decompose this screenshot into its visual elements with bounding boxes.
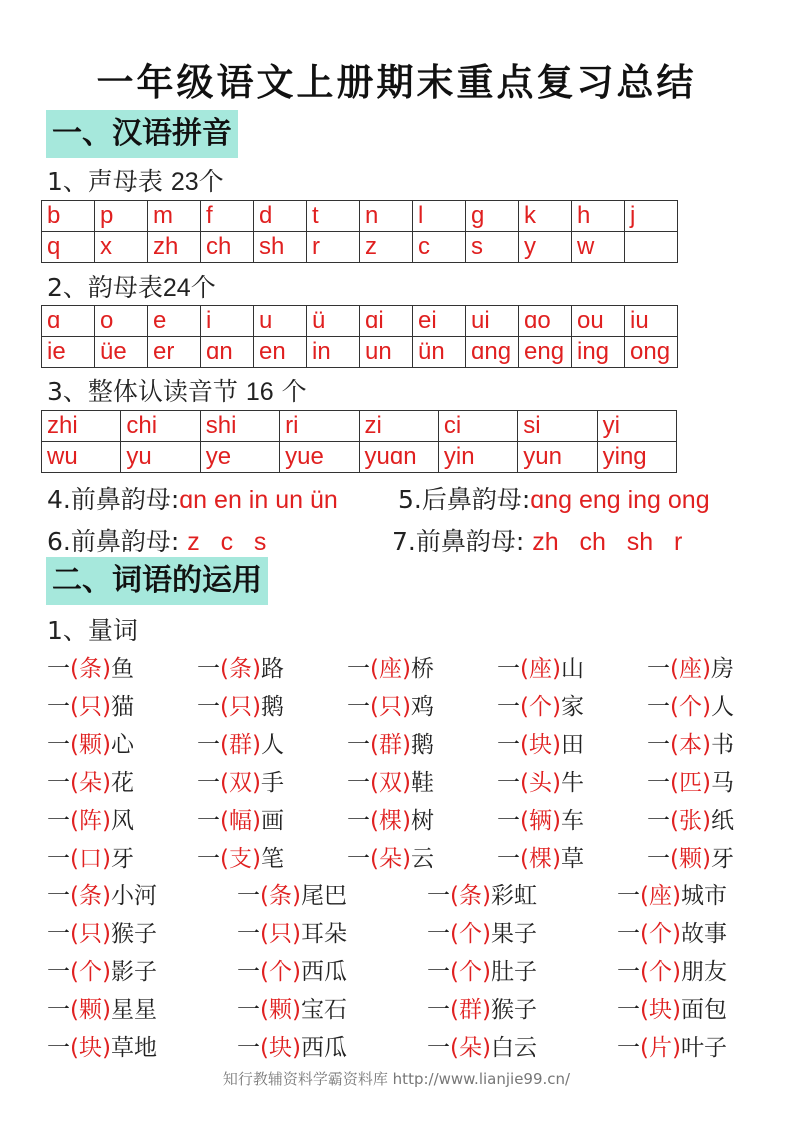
measure-word-phrase: 一(朵)白云 (427, 1035, 537, 1061)
noun: 云 (410, 846, 434, 872)
measure-word: 片 (648, 1035, 672, 1061)
measure-word: 座 (378, 656, 402, 682)
noun: 鹅 (260, 694, 284, 720)
pinyin-cell: ɑn (201, 337, 254, 368)
pinyin-cell: ü (307, 306, 360, 337)
pinyin-cell: wu (42, 442, 121, 473)
measure-word: 只 (78, 694, 102, 720)
finals-unit: 个 (190, 273, 216, 302)
pinyin-cell: ɑo (519, 306, 572, 337)
pinyin-cell: un (360, 337, 413, 368)
measure-word-phrase: 一(个)人 (647, 694, 734, 720)
pinyin-cell: ɑ (42, 306, 95, 337)
front-nasal-line-1 (47, 480, 338, 516)
measure-word-phrase: 一(群)鹅 (347, 732, 434, 758)
noun: 牙 (710, 846, 734, 872)
measure-word-phrase: 一(条)尾巴 (237, 883, 347, 909)
pinyin-cell: ui (466, 306, 519, 337)
section-heading-pinyin: 一、汉语拼音 (46, 110, 238, 158)
measure-word-phrase: 一(个)影子 (47, 959, 157, 985)
measure-word-phrase: 一(座)城市 (617, 883, 727, 909)
measure-word: 条 (458, 883, 482, 909)
footer-watermark: 知行教辅资料学霸资料库 http://www.lianjie99.cn/ (222, 1070, 571, 1088)
noun: 风 (110, 808, 134, 834)
pinyin-cell: eng (519, 337, 572, 368)
pinyin-cell: ün (413, 337, 466, 368)
noun: 西瓜 (300, 959, 347, 985)
measure-word-phrase: 一(匹)马 (647, 770, 734, 796)
item5-label: 5.后鼻韵母: (398, 485, 531, 514)
noun: 面包 (680, 997, 727, 1023)
measure-word: 本 (678, 732, 702, 758)
finals-count: 24 (162, 274, 191, 302)
pinyin-cell: b (42, 201, 95, 232)
pinyin-cell: z (360, 232, 413, 263)
pinyin-cell: ɑi (360, 306, 413, 337)
measure-word-phrase: 一(双)手 (197, 770, 284, 796)
measure-word-phrase: 一(阵)风 (47, 808, 134, 834)
pinyin-cell: yuɑn (359, 442, 438, 473)
measure-words-title: 1、量词 (47, 616, 138, 645)
noun: 心 (110, 732, 134, 758)
measure-word-phrase: 一(块)西瓜 (237, 1035, 347, 1061)
front-nasal-line-3 (392, 522, 682, 558)
pinyin-cell: chi (121, 411, 200, 442)
measure-word: 座 (648, 883, 672, 909)
pinyin-cell: t (307, 201, 360, 232)
measure-word-phrase: 一(口)牙 (47, 846, 134, 872)
pinyin-cell: c (413, 232, 466, 263)
initials-table (41, 200, 678, 263)
measure-word-phrase: 一(颗)心 (47, 732, 134, 758)
pinyin-cell: yue (280, 442, 359, 473)
pinyin-cell: s (466, 232, 519, 263)
pinyin-cell: ie (42, 337, 95, 368)
measure-word: 块 (528, 732, 552, 758)
noun: 笔 (260, 846, 284, 872)
measure-word: 颗 (78, 732, 102, 758)
pinyin-cell: yi (597, 411, 676, 442)
noun: 城市 (680, 883, 727, 909)
measure-word-phrase: 一(条)路 (197, 656, 284, 682)
measure-word: 支 (228, 846, 252, 872)
pinyin-cell (625, 232, 678, 263)
measure-word: 只 (78, 921, 102, 947)
measure-word: 条 (268, 883, 292, 909)
noun: 纸 (710, 808, 734, 834)
noun: 鹅 (410, 732, 434, 758)
noun: 白云 (490, 1035, 537, 1061)
measure-word: 颗 (678, 846, 702, 872)
noun: 人 (260, 732, 284, 758)
measure-word: 群 (378, 732, 402, 758)
measure-word: 座 (528, 656, 552, 682)
noun: 猴子 (110, 921, 157, 947)
measure-word: 幅 (228, 808, 252, 834)
noun: 人 (710, 694, 734, 720)
pinyin-cell: h (572, 201, 625, 232)
noun: 西瓜 (300, 1035, 347, 1061)
finals-table (41, 305, 678, 368)
noun: 叶子 (680, 1035, 727, 1061)
measure-word-phrase: 一(条)鱼 (47, 656, 134, 682)
measure-word-phrase: 一(个)肚子 (427, 959, 537, 985)
front-nasal-line-2 (47, 522, 266, 558)
syllables-unit: 个 (281, 377, 307, 406)
measure-word-phrase: 一(群)猴子 (427, 997, 537, 1023)
measure-word-phrase: 一(本)书 (647, 732, 734, 758)
noun: 马 (710, 770, 734, 796)
measure-word: 个 (528, 694, 552, 720)
pinyin-cell: ye (200, 442, 279, 473)
measure-word-phrase: 一(块)田 (497, 732, 584, 758)
noun: 故事 (680, 921, 727, 947)
page-title: 一年级语文上册期末重点复习总结 (96, 61, 697, 104)
pinyin-cell: ri (280, 411, 359, 442)
pinyin-cell: üe (95, 337, 148, 368)
noun: 朋友 (680, 959, 727, 985)
pinyin-cell: ci (438, 411, 517, 442)
noun: 影子 (110, 959, 157, 985)
pinyin-cell: ɑng (466, 337, 519, 368)
measure-word-phrase: 一(只)鹅 (197, 694, 284, 720)
measure-word-phrase: 一(支)笔 (197, 846, 284, 872)
measure-word: 条 (228, 656, 252, 682)
noun: 肚子 (490, 959, 537, 985)
noun: 牛 (560, 770, 584, 796)
measure-word-phrase: 一(颗)星星 (47, 997, 157, 1023)
pinyin-cell: e (148, 306, 201, 337)
measure-word: 朵 (458, 1035, 482, 1061)
measure-word: 颗 (78, 997, 102, 1023)
pinyin-cell: r (307, 232, 360, 263)
pinyin-cell: ei (413, 306, 466, 337)
measure-word-phrase: 一(只)猫 (47, 694, 134, 720)
pinyin-cell: yun (518, 442, 597, 473)
measure-word-phrase: 一(条)彩虹 (427, 883, 537, 909)
pinyin-cell: ying (597, 442, 676, 473)
pinyin-cell: ch (201, 232, 254, 263)
initials-title-text: 1、声母表 (47, 167, 163, 196)
measure-word-phrase: 一(群)人 (197, 732, 284, 758)
pinyin-cell: m (148, 201, 201, 232)
noun: 路 (260, 656, 284, 682)
measure-word-phrase: 一(棵)草 (497, 846, 584, 872)
pinyin-cell: f (201, 201, 254, 232)
measure-word: 个 (78, 959, 102, 985)
table-row (42, 337, 678, 368)
noun: 猴子 (490, 997, 537, 1023)
pinyin-cell: q (42, 232, 95, 263)
initials-unit: 个 (198, 167, 224, 196)
measure-word: 口 (78, 846, 102, 872)
measure-word: 棵 (528, 846, 552, 872)
noun: 鸡 (410, 694, 434, 720)
initials-title (47, 162, 224, 198)
measure-word-phrase: 一(座)山 (497, 656, 584, 682)
pinyin-cell: p (95, 201, 148, 232)
noun: 花 (110, 770, 134, 796)
measure-word: 头 (528, 770, 552, 796)
measure-word-phrase: 一(颗)宝石 (237, 997, 347, 1023)
measure-word-phrase: 一(个)家 (497, 694, 584, 720)
noun: 鱼 (110, 656, 134, 682)
item4-label: 4.前鼻韵母: (47, 485, 180, 514)
measure-word: 张 (678, 808, 702, 834)
measure-word: 座 (678, 656, 702, 682)
measure-word-phrase: 一(个)西瓜 (237, 959, 347, 985)
noun: 手 (260, 770, 284, 796)
measure-word-phrase: 一(个)果子 (427, 921, 537, 947)
measure-word: 朵 (378, 846, 402, 872)
measure-word: 块 (648, 997, 672, 1023)
item7-label: 7.前鼻韵母: (392, 527, 525, 556)
measure-word: 个 (458, 959, 482, 985)
pinyin-cell: d (254, 201, 307, 232)
measure-word: 只 (378, 694, 402, 720)
pinyin-cell: sh (254, 232, 307, 263)
noun: 房 (710, 656, 734, 682)
measure-word: 块 (78, 1035, 102, 1061)
measure-word: 块 (268, 1035, 292, 1061)
noun: 星星 (110, 997, 157, 1023)
measure-word: 个 (678, 694, 702, 720)
noun: 小河 (110, 883, 157, 909)
measure-word-phrase: 一(座)房 (647, 656, 734, 682)
measure-word-phrase: 一(座)桥 (347, 656, 434, 682)
measure-word-phrase: 一(个)朋友 (617, 959, 727, 985)
measure-word: 个 (268, 959, 292, 985)
noun: 鞋 (410, 770, 434, 796)
pinyin-cell: o (95, 306, 148, 337)
noun: 田 (560, 732, 584, 758)
syllables-title-text: 3、整体认读音节 (47, 377, 238, 406)
measure-word-phrase: 一(只)耳朵 (237, 921, 347, 947)
measure-word: 群 (228, 732, 252, 758)
finals-title-text: 2、韵母表 (47, 273, 163, 302)
measure-word: 棵 (378, 808, 402, 834)
measure-word-phrase: 一(片)叶子 (617, 1035, 727, 1061)
measure-word-phrase: 一(棵)树 (347, 808, 434, 834)
noun: 树 (410, 808, 434, 834)
pinyin-cell: l (413, 201, 466, 232)
measure-word-phrase: 一(只)鸡 (347, 694, 434, 720)
item4-value: ɑn en in un ün (179, 486, 338, 514)
pinyin-cell: k (519, 201, 572, 232)
measure-word: 阵 (78, 808, 102, 834)
syllables-title (47, 372, 307, 408)
section-heading-words: 二、词语的运用 (46, 557, 268, 605)
pinyin-cell: w (572, 232, 625, 263)
noun: 书 (710, 732, 734, 758)
measure-word: 个 (648, 959, 672, 985)
noun: 猫 (110, 694, 134, 720)
measure-word: 个 (648, 921, 672, 947)
table-row (42, 232, 678, 263)
pinyin-cell: er (148, 337, 201, 368)
measure-word-phrase: 一(幅)画 (197, 808, 284, 834)
measure-word-phrase: 一(朵)云 (347, 846, 434, 872)
noun: 牙 (110, 846, 134, 872)
pinyin-cell: n (360, 201, 413, 232)
noun: 草 (560, 846, 584, 872)
pinyin-cell: iu (625, 306, 678, 337)
item5-value: ɑng eng ing ong (530, 486, 710, 514)
item7-value: zh ch sh r (532, 528, 683, 556)
pinyin-cell: ing (572, 337, 625, 368)
measure-word-phrase: 一(条)小河 (47, 883, 157, 909)
measure-word-phrase: 一(块)面包 (617, 997, 727, 1023)
pinyin-cell: si (518, 411, 597, 442)
pinyin-cell: en (254, 337, 307, 368)
back-nasal-line (398, 480, 710, 516)
noun: 山 (560, 656, 584, 682)
noun: 桥 (410, 656, 434, 682)
measure-word: 个 (458, 921, 482, 947)
measure-word-phrase: 一(个)故事 (617, 921, 727, 947)
pinyin-cell: j (625, 201, 678, 232)
table-row (42, 411, 677, 442)
item6-value: z c s (187, 528, 267, 556)
syllables-table (41, 410, 677, 473)
pinyin-cell: ou (572, 306, 625, 337)
measure-word: 双 (378, 770, 402, 796)
measure-word-phrase: 一(张)纸 (647, 808, 734, 834)
measure-word: 朵 (78, 770, 102, 796)
pinyin-cell: yin (438, 442, 517, 473)
measure-word: 只 (228, 694, 252, 720)
finals-title (47, 268, 216, 304)
table-row (42, 201, 678, 232)
noun: 彩虹 (490, 883, 537, 909)
noun: 家 (560, 694, 584, 720)
measure-word: 条 (78, 656, 102, 682)
initials-count: 23 (170, 168, 199, 196)
noun: 车 (560, 808, 584, 834)
pinyin-cell: shi (200, 411, 279, 442)
noun: 耳朵 (300, 921, 347, 947)
measure-word: 辆 (528, 808, 552, 834)
pinyin-cell: zi (359, 411, 438, 442)
measure-word-phrase: 一(朵)花 (47, 770, 134, 796)
pinyin-cell: yu (121, 442, 200, 473)
noun: 尾巴 (300, 883, 347, 909)
measure-word-phrase: 一(头)牛 (497, 770, 584, 796)
noun: 果子 (490, 921, 537, 947)
measure-word: 匹 (678, 770, 702, 796)
measure-word-phrase: 一(只)猴子 (47, 921, 157, 947)
pinyin-cell: i (201, 306, 254, 337)
measure-word: 群 (458, 997, 482, 1023)
table-row (42, 442, 677, 473)
measure-word: 双 (228, 770, 252, 796)
noun: 宝石 (300, 997, 347, 1023)
measure-word-phrase: 一(块)草地 (47, 1035, 157, 1061)
pinyin-cell: zhi (42, 411, 121, 442)
pinyin-cell: g (466, 201, 519, 232)
syllables-count: 16 (245, 378, 274, 406)
table-row (42, 306, 678, 337)
noun: 画 (260, 808, 284, 834)
pinyin-cell: zh (148, 232, 201, 263)
measure-word: 只 (268, 921, 292, 947)
measure-word-phrase: 一(辆)车 (497, 808, 584, 834)
pinyin-cell: x (95, 232, 148, 263)
measure-word: 颗 (268, 997, 292, 1023)
pinyin-cell: y (519, 232, 572, 263)
pinyin-cell: in (307, 337, 360, 368)
noun: 草地 (110, 1035, 157, 1061)
pinyin-cell: ong (625, 337, 678, 368)
measure-word-phrase: 一(双)鞋 (347, 770, 434, 796)
measure-word-phrase: 一(颗)牙 (647, 846, 734, 872)
measure-word: 条 (78, 883, 102, 909)
pinyin-cell: u (254, 306, 307, 337)
item6-label: 6.前鼻韵母: (47, 527, 180, 556)
